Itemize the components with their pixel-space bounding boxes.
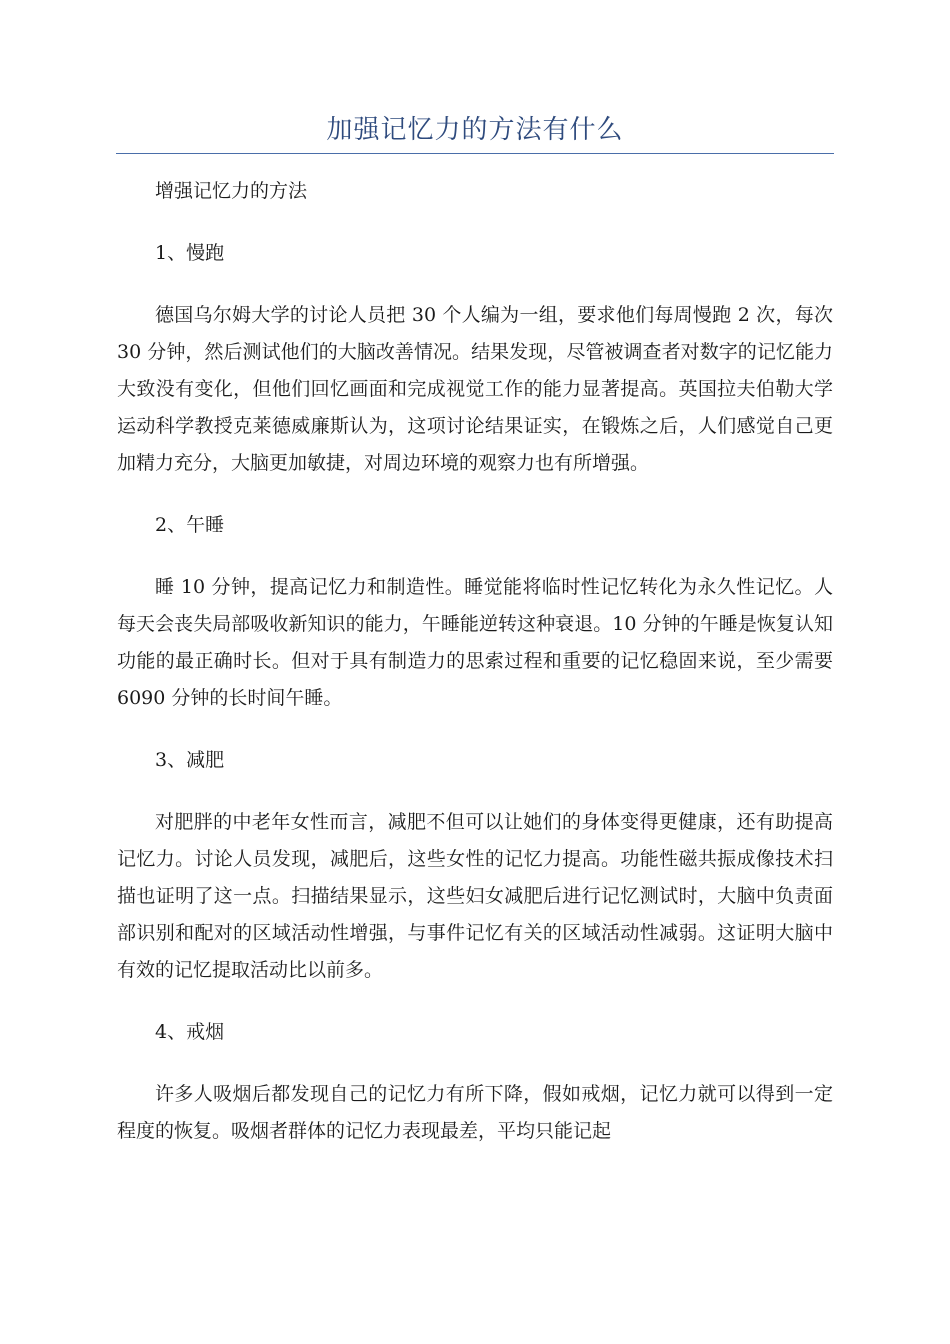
section-heading-quit-smoking: 4、戒烟	[155, 1021, 225, 1043]
document-body	[117, 173, 833, 1175]
section-heading-nap: 2、午睡	[155, 514, 225, 536]
paragraph-quit-smoking: 许多人吸烟后都发现自己的记忆力有所下降，假如戒烟，记忆力就可以得到一定程度的恢复。吸烟者群体的记忆力表现最差，平均只能记起	[117, 1083, 833, 1142]
document-title: 加强记忆力的方法有什么	[326, 115, 624, 145]
section-heading-weight-loss: 3、减肥	[155, 749, 225, 771]
title-underline	[116, 153, 834, 154]
paragraph-nap: 睡 10 分钟，提高记忆力和制造性。睡觉能将临时性记忆转化为永久性记忆。人每天会丧失局部吸收新知识的能力，午睡能逆转这种衰退。10 分钟的午睡是恢复认知功能的最正确时长。但对于具有制造力的思索过程和重要的记忆稳固来说，至少需要 6090 分钟的长时间午睡。	[117, 576, 833, 709]
section-heading: 增强记忆力的方法	[155, 180, 308, 202]
paragraph-jogging: 德国乌尔姆大学的讨论人员把 30 个人编为一组，要求他们每周慢跑 2 次，每次 30 分钟，然后测试他们的大脑改善情况。结果发现，尽管被调查者对数字的记忆能力大致没有变化，但他们回忆画面和完成视觉工作的能力显著提高。英国拉夫伯勒大学运动科学教授克莱德威廉斯认为，这项讨论结果证实，在锻炼之后，人们感觉自己更加精力充分，大脑更加敏捷，对周边环境的观察力也有所增强。	[117, 304, 833, 474]
paragraph-weight-loss: 对肥胖的中老年女性而言，减肥不但可以让她们的身体变得更健康，还有助提高记忆力。讨论人员发现，减肥后，这些女性的记忆力提高。功能性磁共振成像技术扫描也证明了这一点。扫描结果显示，这些妇女减肥后进行记忆测试时，大脑中负责面部识别和配对的区域活动性增强，与事件记忆有关的区域活动性减弱。这证明大脑中有效的记忆提取活动比以前多。	[117, 811, 833, 981]
section-heading-jogging: 1、慢跑	[155, 242, 225, 264]
